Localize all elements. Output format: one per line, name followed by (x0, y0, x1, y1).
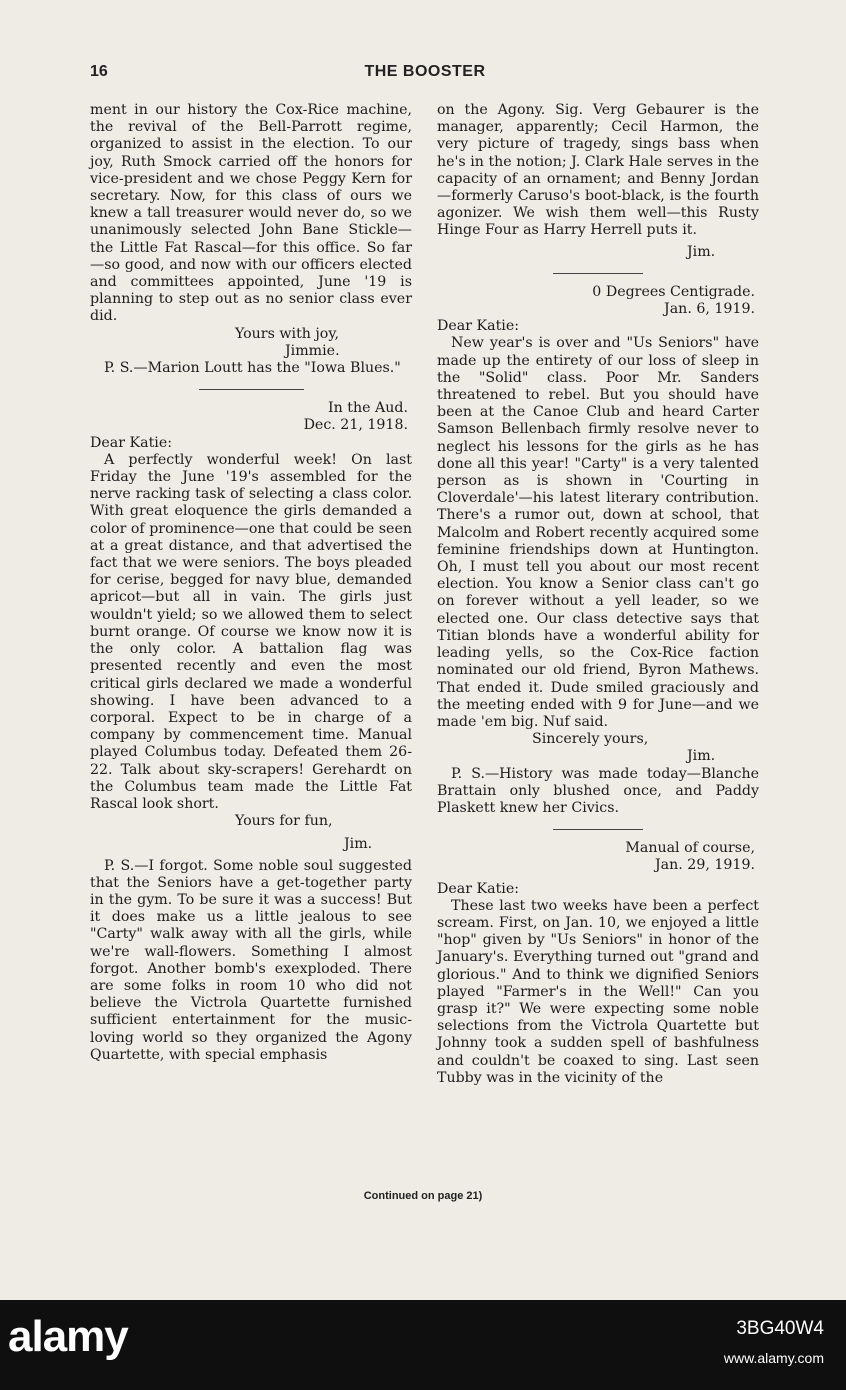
paragraph: New year's is over and "Us Seniors" have made up the entirety of our loss of sleep in the "Solid" class. Poor Mr. Sanders threatened to rebel. But you should have been at the Canoe Club and heard Carter Samson Bellenbach firmly resolve never to neglect his lessons for the girls as he has done all this year! "Carty" is a very talented person as is shown in 'Courting in Cloverdale'—his latest literary contribution. There's a rumor out, down at school, that Malcolm and Robert recently acquired some feminine friendships down at Huntington. Oh, I must tell you about our most recent election. You know a Senior class can't go on forever without a yell leader, so we elected one. Our class detective says that Titian blonds have a wonderful ability for leading yells, so the Cox-Rice faction nominated our old friend, Byron Mathews. That ended it. Dude smiled graciously and the meeting ended with 9 for June—and we made 'em big. Nuf said. (437, 335, 759, 730)
section-divider (553, 273, 643, 274)
signature: Jim. (687, 243, 716, 260)
section-divider (553, 829, 643, 830)
page-number: 16 (90, 63, 108, 80)
section-divider (199, 389, 304, 390)
signature: Jim. (687, 748, 716, 765)
postscript: P. S.—History was made today—Blanche Brattain only blushed once, and Paddy Plaskett knew her Civics. (437, 765, 759, 816)
closing: Sincerely yours, (532, 731, 649, 748)
letter-date: Jan. 6, 1919. (664, 301, 755, 318)
right-column (437, 102, 759, 1087)
postscript: P. S.—Marion Loutt has the "Iowa Blues." (104, 360, 401, 377)
image-id: 3BG40W4 (736, 1318, 824, 1339)
letter-location: Manual of course, (625, 840, 755, 857)
signature: Jim. (344, 836, 373, 853)
closing: Yours with joy, (235, 325, 339, 342)
letter-location: 0 Degrees Centigrade. (592, 283, 755, 300)
watermark-url: www.alamy.com (723, 1350, 824, 1366)
continued-note: Continued on page 21) (363, 1190, 483, 1202)
letter-date: Dec. 21, 1918. (303, 417, 408, 434)
publication-title: THE BOOSTER (364, 63, 486, 80)
paragraph: A perfectly wonderful week! On last Friday the June '19's assembled for the nerve racking task of selecting a class color. With great eloquence the girls demanded a color of prominence—one that could be seen at a great distance, and that advertised the fact that we were seniors. The boys pleaded for cerise, begged for navy blue, demanded apricot—but all in vain. The girls just wouldn't yield; so we allowed them to select burnt orange. Of course we know now it is the only color. A battalion flag was presented recently and even the most critical girls declared we made a wonderful showing. I have been advanced to a corporal. Expect to be in charge of a company by commencement time. Manual played Columbus today. Defeated them 26-22. Talk about sky-scrapers! Gerehardt on the Columbus team made the Little Fat Rascal look short. (90, 451, 412, 812)
closing: Yours for fun, (235, 813, 333, 830)
watermark-logo: alamy (8, 1312, 128, 1361)
left-column (90, 102, 412, 1064)
paragraph: These last two weeks have been a perfect scream. First, on Jan. 10, we enjoyed a little "hop" given by "Us Seniors" in honor of the January's. Everything turned out "grand and glorious." And to think we dignified Seniors played "Farmer's in the Well!" Can you grasp it?" We were expecting some noble selections from the Victrola Quartette but Johnny took a sudden spell of bashfulness and couldn't be coaxed to sing. Last seen Tubby was in the vicinity of the (437, 897, 759, 1086)
salutation: Dear Katie: (437, 318, 519, 335)
salutation: Dear Katie: (437, 880, 519, 897)
signature: Jimmie. (285, 342, 340, 359)
postscript: P. S.—I forgot. Some noble soul suggested that the Seniors have a get-together party in the gym. To be sure it was a success! But it does make us a little jealous to see "Carty" walk away with all the girls, while we're wall-flowers. Something I almost forgot. Another bomb's exexploded. There are some folks in room 10 who did not believe the Victrola Quartette furnished sufficient entertainment for the music-loving world so they organized the Agony Quartette, with special emphasis (90, 857, 412, 1063)
letter-location: In the Aud. (328, 400, 408, 417)
paragraph: ment in our history the Cox-Rice machine, the revival of the Bell-Parrott regime, organized to assist in the election. To our joy, Ruth Smock carried off the honors for vice-president and we chose Peggy Kern for secretary. Now, for this class of ours we knew a tall treasurer would never do, so we unanimously selected John Bane Stickle—the Little Fat Rascal—for this office. So far—so good, and now with our officers elected and committees appointed, June '19 is planning to step out as no senior class ever did. (90, 102, 412, 325)
letter-date: Jan. 29, 1919. (655, 857, 755, 874)
salutation: Dear Katie: (90, 434, 172, 451)
paragraph: on the Agony. Sig. Verg Gebaurer is the manager, apparently; Cecil Harmon, the very picture of tragedy, sings bass when he's in the notion; J. Clark Hale serves in the capacity of an ornament; and Benny Jordan—formerly Caruso's boot-black, is the fourth agonizer. We wish them well—this Rusty Hinge Four as Harry Herrell puts it. (437, 102, 759, 239)
page-header (90, 63, 760, 89)
